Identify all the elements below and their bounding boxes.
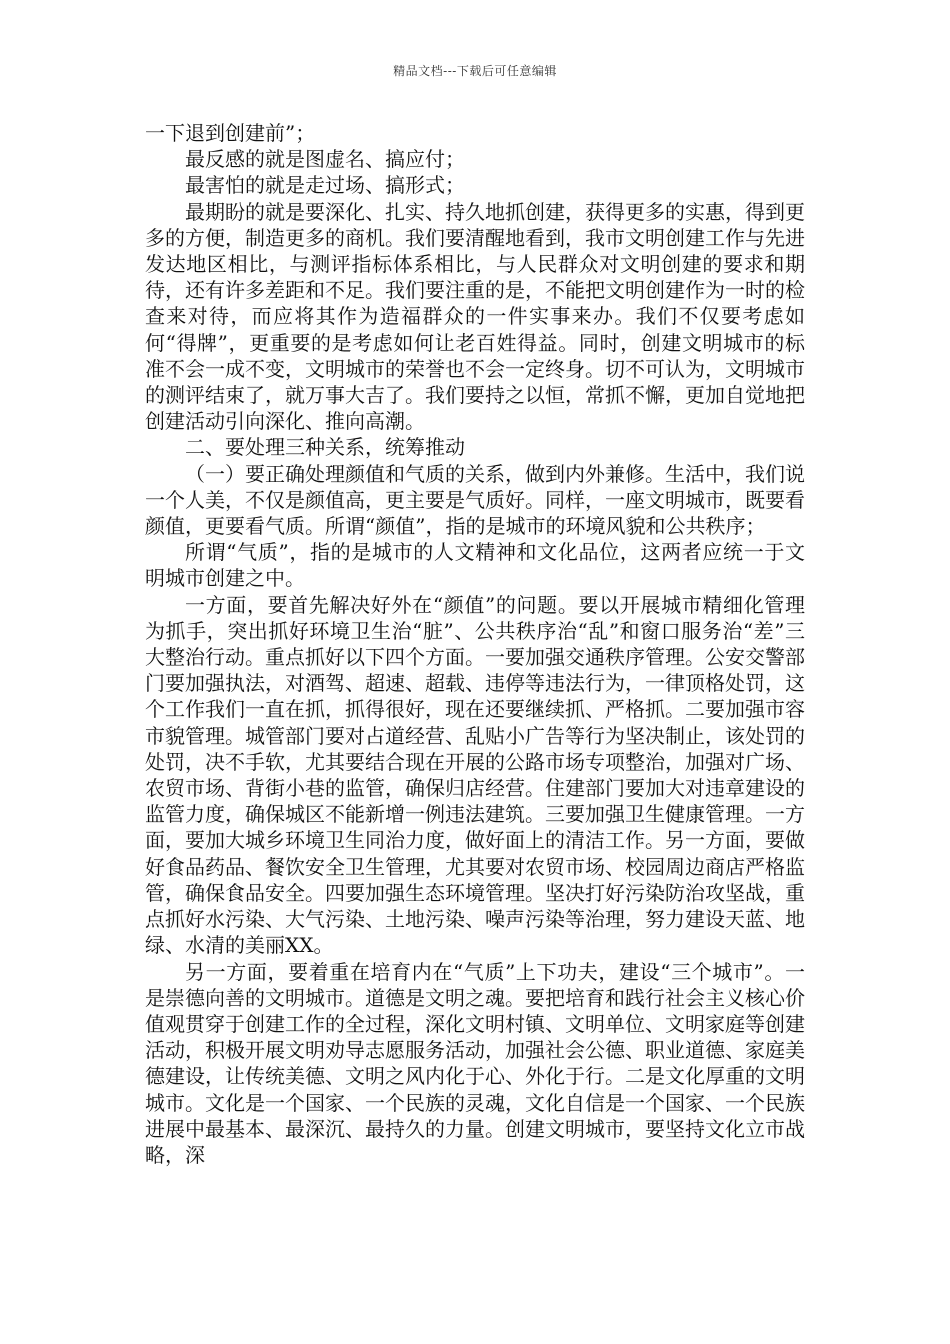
- section-heading: 二、要处理三种关系，统筹推动: [185, 435, 465, 460]
- document-body: [145, 120, 805, 1168]
- paragraph: 一下退到创建前”；: [145, 121, 316, 145]
- page-header: 精品文档---下载后可任意编辑: [393, 64, 557, 78]
- paragraph: 所谓“气质”，指的是城市的人文精神和文化品位，这两者应统一于文明城市创建之中。: [145, 540, 805, 591]
- paragraph: （一）要正确处理颜值和气质的关系，做到内外兼修。生活中，我们说一个人美，不仅是颜值高，更主要是气质好。同样，一座文明城市，既要看颜值，更要看气质。所谓“颜值”，指的是城市的环境风貌和公共秩序；: [145, 461, 805, 539]
- paragraph: 另一方面，要着重在培育内在“气质”上下功夫，建设“三个城市”。一是崇德向善的文明城市。道德是文明之魂。要把培育和践行社会主义核心价值观贯穿于创建工作的全过程，深化文明村镇、文明单位、文明家庭等创建活动，积极开展文明劝导志愿服务活动，加强社会公德、职业道德、家庭美德建设，让传统美德、文明之风内化于心、外化于行。二是文化厚重的文明城市。文化是一个国家、一个民族的灵魂，文化自信是一个国家、一个民族进展中最基本、最深沉、最持久的力量。创建文明城市，要坚持文化立市战略，深: [145, 959, 805, 1167]
- paragraph: 最害怕的就是走过场、搞形式；: [185, 173, 465, 198]
- paragraph: 最反感的就是图虚名、搞应付；: [185, 147, 465, 172]
- paragraph: 最期盼的就是要深化、扎实、持久地抓创建，获得更多的实惠，得到更多的方便，制造更多的商机。我们要清醒地看到，我市文明创建工作与先进发达地区相比，与测评指标体系相比，与人民群众对文明创建的要求和期待，还有许多差距和不足。我们要注重的是，不能把文明创建作为一时的检查来对待，而应将其作为造福群众的一件实事来办。我们不仅要考虑如何“得牌”，更重要的是考虑如何让老百姓得益。同时，创建文明城市的标准不会一成不变，文明城市的荣誉也不会一定终身。切不可认为，文明城市的测评结束了，就万事大吉了。我们要持之以恒，常抓不懈，更加自觉地把创建活动引向深化、推向高潮。: [145, 199, 805, 434]
- paragraph: 一方面，要首先解决好外在“颜值”的问题。要以开展城市精细化管理为抓手，突出抓好环境卫生治“脏”、公共秩序治“乱”和窗口服务治“差”三大整治行动。重点抓好以下四个方面。一要加强交通秩序管理。公安交警部门要加强执法，对酒驾、超速、超载、违停等违法行为，一律顶格处罚，这个工作我们一直在抓，抓得很好，现在还要继续抓、严格抓。二要加强市容市貌管理。城管部门要对占道经营、乱贴小广告等行为坚决制止，该处罚的处罚，决不手软，尤其要结合现在开展的公路市场专项整治，加强对广场、农贸市场、背街小巷的监管，确保归店经营。住建部门要加大对违章建设的监管力度，确保城区不能新增一例违法建筑。三要加强卫生健康管理。一方面，要加大城乡环境卫生同治力度，做好面上的清洁工作。另一方面，要做好食品药品、餐饮安全卫生管理，尤其要对农贸市场、校园周边商店严格监管，确保食品安全。四要加强生态环境管理。坚决打好污染防治攻坚战，重点抓好水污染、大气污染、土地污染、噪声污染等治理，努力建设天蓝、地绿、水清的美丽XX。: [145, 592, 805, 958]
